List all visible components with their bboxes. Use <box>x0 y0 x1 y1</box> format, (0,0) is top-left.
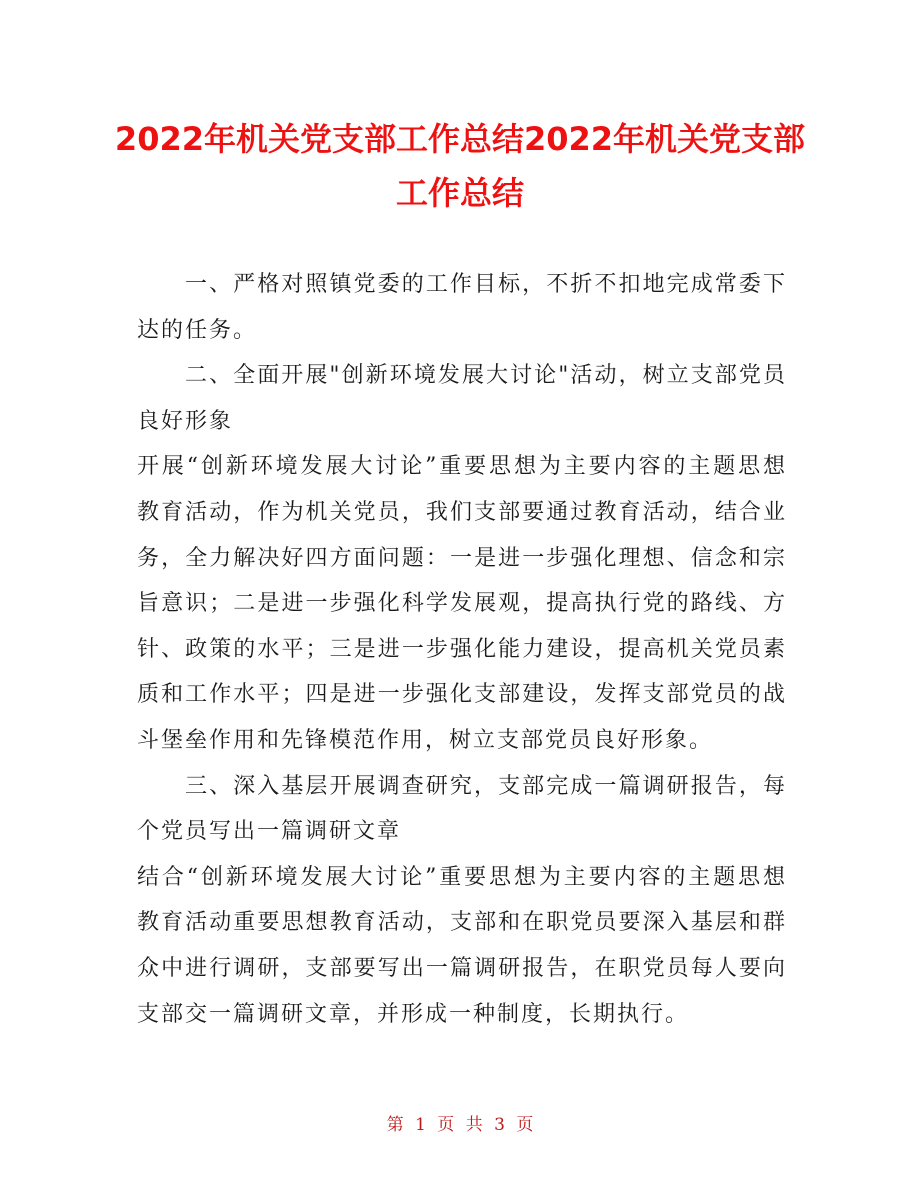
section-heading-1: 一、严格对照镇党委的工作目标，不折不扣地完成常委下达的任务。 <box>137 272 787 343</box>
body-paragraph-3: 结合“创新环境发展大讨论”重要思想为主要内容的主题思想教育活动重要思想教育活动，支部和在职党员要深入基层和群众中进行调研，支部要写出一篇调研报告，在职党员每人要向支部交一篇调研文章，并形成一种制度，长期执行。 <box>137 864 787 1027</box>
section-heading-2: 二、全面开展"创新环境发展大讨论"活动，树立支部党员良好形象 <box>137 363 787 434</box>
body-paragraph-2: 开展“创新环境发展大讨论”重要思想为主要内容的主题思想教育活动，作为机关党员，我们支部要通过教育活动，结合业务，全力解决好四方面问题：一是进一步强化理想、信念和宗旨意识；二是进一步强化科学发展观，提高执行党的路线、方针、政策的水平；三是进一步强化能力建设，提高机关党员素质和工作水平；四是进一步强化支部建设，发挥支部党员的战斗堡垒作用和先锋模范作用，树立支部党员良好形象。 <box>137 454 787 753</box>
page-number-footer: 第 1 页 共 3 页 <box>386 1115 534 1135</box>
document-body <box>137 262 787 1037</box>
section-heading-3: 三、深入基层开展调查研究，支部完成一篇调研报告，每个党员写出一篇调研文章 <box>137 773 787 845</box>
document-title: 2022年机关党支部工作总结2022年机关党支部工作总结 <box>114 120 806 212</box>
